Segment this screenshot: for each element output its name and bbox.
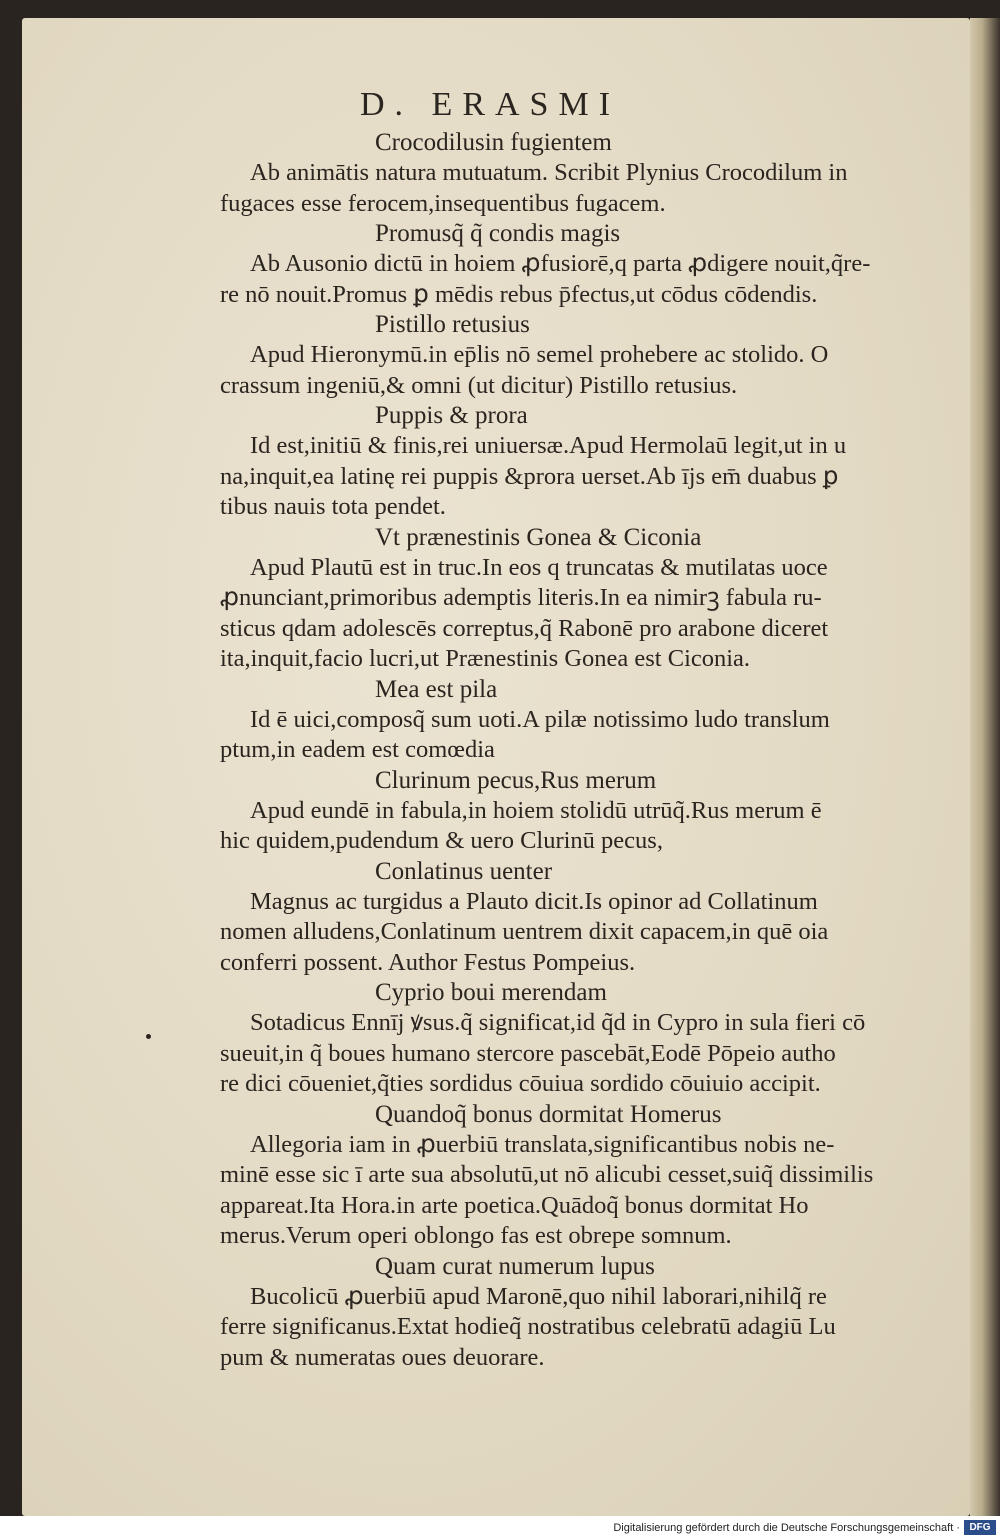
- adage-entry: [220, 128, 970, 219]
- commentary-line: Allegoria iam in ꝓuerbiū translata,significantibus nobis ne-: [250, 1130, 835, 1158]
- commentary-line: conferri possent. Author Festus Pompeius.: [220, 948, 636, 976]
- commentary-line: sueuit,in q̃ boues humano stercore pascebāt,Eodē Pōpeio autho: [220, 1039, 836, 1067]
- commentary-line: Id est,initiū & finis,rei uniuersæ.Apud Hermolaū legit,ut in u: [250, 432, 847, 459]
- adage-entry: [220, 310, 970, 401]
- adage-entry: [220, 766, 970, 857]
- adage-entry: [220, 523, 970, 675]
- adage-entry: [220, 1252, 970, 1374]
- adage-entry: [220, 675, 970, 766]
- commentary-line: hic quidem,pudendum & uero Clurinū pecus,: [220, 827, 663, 854]
- adage-title: Mea est pila: [375, 675, 498, 703]
- page-text: [220, 82, 970, 1373]
- footer-bar: [0, 1516, 1000, 1538]
- commentary-line: re nō nouit.Promus ꝑ mēdis rebus p̄fectus,ut cōdus cōdendis.: [220, 280, 818, 308]
- commentary-line: re dici cōueniet,q̃ties sordidus cōuiua sordido cōuiuio accipit.: [220, 1070, 821, 1097]
- adage-title: Crocodilusin fugientem: [375, 129, 612, 156]
- adage-title: Vt prænestinis Gonea & Ciconia: [375, 523, 702, 551]
- commentary-line: Ab animātis natura mutuatum. Scribit Plynius Crocodilum in: [250, 159, 848, 186]
- commentary-line: ptum,in eadem est comœdia: [220, 736, 495, 763]
- commentary-line: ꝓnunciant,primoribus ademptis literis.In ea nimirꝫ fabula ru-: [220, 584, 822, 611]
- ink-mark: [146, 1034, 151, 1039]
- commentary-line: Magnus ac turgidus a Plauto dicit.Is opinor ad Collatinum: [250, 887, 818, 915]
- commentary-line: merus.Verum operi oblongo fas est obrepe somnum.: [220, 1222, 732, 1249]
- adage-title: Quandoq̃ bonus dormitat Homerus: [375, 1100, 722, 1128]
- commentary-line: nomen alludens,Conlatinum uentrem dixit capacem,in quē oia: [220, 918, 829, 945]
- commentary-line: Bucolicū ꝓuerbiū apud Maronē,quo nihil laborari,nihilq̃ re: [250, 1282, 827, 1310]
- commentary-line: Sotadicus Ennīj ꝟsus.q̃ significat,id q̃d in Cypro in sula fieri cō: [250, 1009, 866, 1036]
- running-header: D. ERASMI: [360, 86, 621, 123]
- adage-title: Clurinum pecus,Rus merum: [375, 766, 657, 794]
- commentary-line: Apud Hieronymū.in ep̄lis nō semel prohebere ac stolido. O: [250, 341, 829, 368]
- dfg-logo: DFG: [964, 1520, 996, 1535]
- adage-title: Conlatinus uenter: [375, 857, 553, 885]
- adage-list: [220, 128, 970, 1373]
- adage-entry: [220, 1100, 970, 1252]
- adage-entry: [220, 978, 970, 1100]
- adage-entry: [220, 219, 970, 310]
- commentary-line: Apud Plautū est in truc.In eos q truncatas & mutilatas uoce: [250, 553, 828, 581]
- commentary-line: tibus nauis tota pendet.: [220, 493, 446, 520]
- funding-credit: Digitalisierung gefördert durch die Deutsche Forschungsgemeinschaft ·: [613, 1522, 960, 1534]
- adage-title: Quam curat numerum lupus: [375, 1252, 655, 1280]
- adage-title: Promusq̃ q̃ condis magis: [375, 220, 621, 247]
- page-edge: [970, 18, 1000, 1516]
- commentary-line: sticus qdam adolescēs correptus,q̃ Rabonē pro arabone diceret: [220, 614, 829, 642]
- commentary-line: ferre significanus.Extat hodieq̃ nostratibus celebratū adagiū Lu: [220, 1313, 836, 1340]
- adage-title: Pistillo retusius: [375, 311, 530, 338]
- adage-title: Cyprio boui merendam: [375, 979, 607, 1006]
- adage-entry: [220, 857, 970, 979]
- commentary-line: Ab Ausonio dictū in hoiem ꝓfusiorē,q parta ꝓdigere nouit,q̃re-: [250, 250, 871, 277]
- commentary-line: appareat.Ita Hora.in arte poetica.Quādoq̃ bonus dormitat Ho: [220, 1191, 809, 1219]
- commentary-line: fugaces esse ferocem,insequentibus fugacem.: [220, 189, 666, 217]
- adage-entry: [220, 401, 970, 523]
- commentary-line: ita,inquit,facio lucri,ut Prænestinis Gonea est Ciconia.: [220, 645, 751, 672]
- commentary-line: Id ē uici,composq̃ sum uoti.A pilæ notissimo ludo translum: [250, 705, 830, 733]
- commentary-line: pum & numeratas oues deuorare.: [220, 1343, 545, 1371]
- commentary-line: minē esse sic ī arte sua absolutū,ut nō alicubi cesset,suiq̃ dissimilis: [220, 1161, 874, 1188]
- adage-title: Puppis & prora: [375, 402, 528, 429]
- commentary-line: Apud eundē in fabula,in hoiem stolidū utrūq̃.Rus merum ē: [250, 796, 822, 824]
- commentary-line: na,inquit,ea latinę rei puppis &prora uerset.Ab ījs em̄ duabus ꝑ: [220, 462, 839, 490]
- commentary-line: crassum ingeniū,& omni (ut dicitur) Pistillo retusius.: [220, 371, 738, 399]
